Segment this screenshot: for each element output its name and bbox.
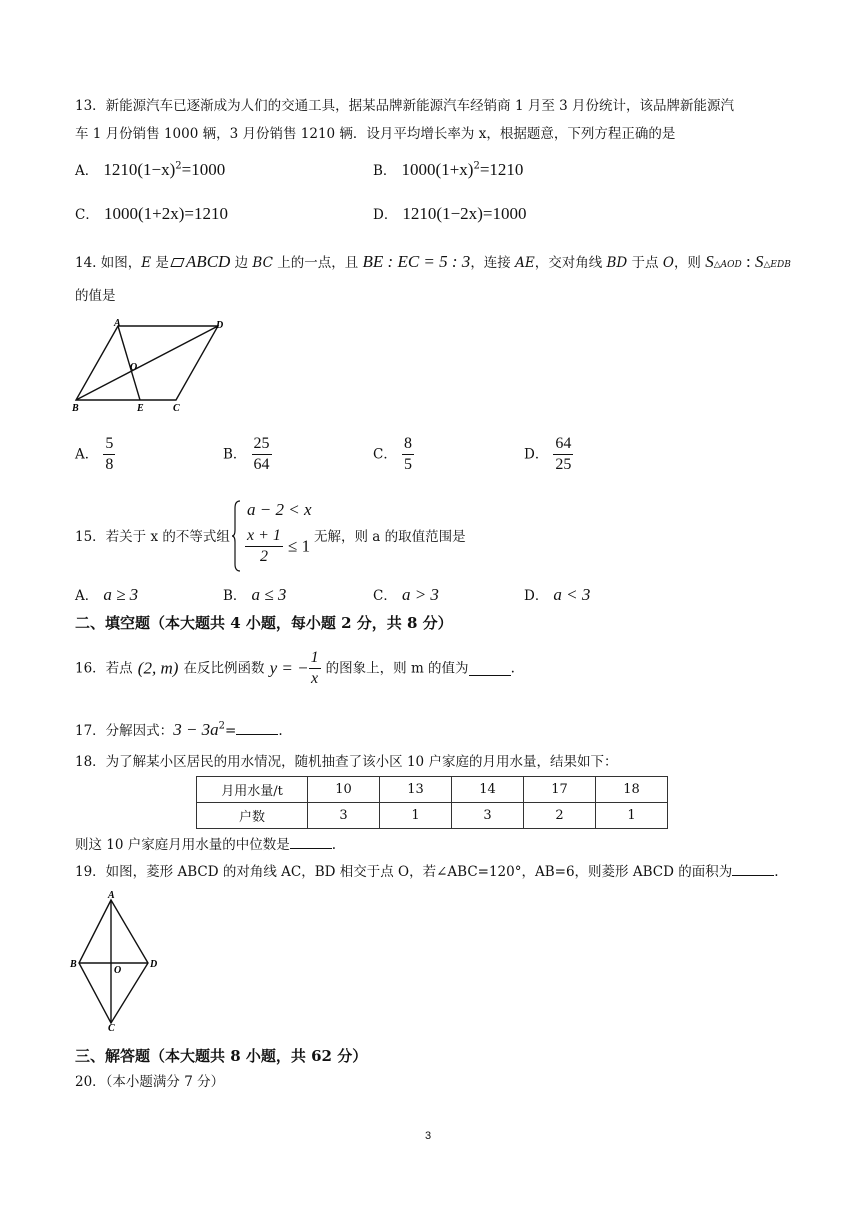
numerator: 64 (553, 434, 573, 455)
q15-suffix: 无解，则 a 的取值范围是 (314, 529, 466, 545)
option-post: =1000 (482, 204, 527, 223)
text: . (278, 723, 283, 739)
q13-option-b[interactable] (373, 160, 523, 181)
table-cell: 2 (524, 803, 596, 829)
paren-close: ) (477, 204, 483, 223)
equals: = (225, 723, 237, 739)
q14-option-c[interactable] (373, 434, 414, 475)
area-s1: S (705, 252, 714, 271)
text: 边 (230, 255, 253, 271)
numerator: 8 (402, 434, 414, 455)
fraction (103, 434, 115, 475)
option-pre: 1210 (402, 204, 437, 223)
rhombus-shape (79, 900, 148, 1023)
fraction (252, 434, 272, 475)
q18-text: 18．为了解某小区居民的用水情况，随机抽查了该小区 10 户家庭的月用水量，结果如下： (75, 754, 618, 770)
option-expr: a ≤ 3 (251, 585, 287, 604)
text: . (510, 660, 515, 677)
label-e: E (137, 403, 144, 414)
option-label: D． (524, 446, 549, 463)
label-d: D (150, 959, 158, 970)
q13-line2: 车 1 月份销售 1000 辆，3 月份销售 1210 辆．设月平均增长率为 x，根据题意，下列方程正确的是 (75, 126, 676, 142)
paren-open: ( (137, 160, 144, 179)
option-label: A． (75, 588, 99, 604)
table-cell: 1 (380, 803, 452, 829)
q14-line1 (75, 252, 791, 275)
table-cell: 月用水量/t (197, 777, 308, 803)
page-number: 3 (425, 1130, 432, 1142)
q13-option-d[interactable] (373, 204, 526, 225)
option-sup: 2 (473, 160, 480, 172)
q15-prefix: 15．若关于 x 的不等式组 (75, 529, 230, 545)
option-post: =1210 (479, 160, 524, 179)
area-s2: S (754, 252, 764, 271)
section-2-heading: 二、填空题（本大题共 4 小题，每小题 2 分，共 8 分） (75, 614, 453, 632)
q15-ineq1: a − 2 < x (247, 500, 312, 519)
exponent: 2 (218, 720, 226, 732)
q17-line (75, 720, 283, 741)
answer-blank[interactable] (732, 861, 774, 876)
text: 19．如图，菱形 ABCD 的对角线 AC，BD 相交于点 O，若∠ABC=120°，AB=6，则菱形 ABCD 的面积为 (75, 864, 733, 880)
answer-blank[interactable] (236, 720, 278, 735)
option-label: C． (373, 588, 397, 604)
table-cell: 17 (524, 777, 596, 803)
ineq-rest: ≤ 1 (288, 536, 311, 556)
denominator: 5 (403, 456, 412, 473)
numerator: 1 (309, 648, 321, 669)
label-o: O (130, 362, 138, 373)
label-d: D (216, 320, 224, 331)
q13-option-a[interactable] (75, 160, 225, 181)
option-expr: a ≥ 3 (103, 585, 139, 604)
label-a: A (114, 318, 121, 329)
text: . (331, 837, 337, 853)
fraction (553, 434, 573, 475)
text: ，交对角线 (534, 255, 607, 271)
table-cell: 3 (308, 803, 380, 829)
q14-line2: 的值是 (75, 288, 116, 304)
option-inner: 1+x (441, 160, 468, 179)
label-b: B (70, 959, 77, 970)
q15-option-b[interactable] (223, 585, 286, 606)
paren-close: ) (467, 160, 474, 179)
paren-close: ) (169, 160, 176, 179)
option-post: =1000 (181, 160, 226, 179)
label-c: C (173, 403, 180, 414)
q18-after (75, 834, 336, 855)
option-pre: 1210 (103, 160, 138, 179)
paren-open: ( (435, 160, 442, 179)
var-abcd: ABCD (185, 252, 231, 271)
fraction (245, 526, 283, 567)
var-o: O (662, 255, 674, 271)
table-cell: 3 (452, 803, 524, 829)
text: 上的一点，且 (272, 255, 363, 271)
q15-option-d[interactable] (524, 585, 590, 606)
denominator: 8 (105, 456, 114, 473)
q16-line (75, 648, 515, 689)
text: 在反比例函数 (183, 660, 265, 677)
water-usage-table (196, 776, 668, 829)
area-s1-sub: △AOD (713, 260, 742, 270)
option-label: D． (373, 207, 398, 223)
answer-blank[interactable] (290, 834, 332, 849)
point: (2, m) (137, 658, 179, 678)
table-cell: 18 (596, 777, 668, 803)
rhombus-figure (68, 890, 164, 1032)
area-s2-sub: △EDB (763, 260, 791, 270)
text: ，连接 (470, 255, 516, 271)
option-pre: 1000 (401, 160, 436, 179)
q13-line1: 13．新能源汽车已逐渐成为人们的交通工具，据某品牌新能源汽车经销商 1 月至 3 月份统计，该品牌新能源汽 (75, 98, 735, 114)
option-label: D． (524, 588, 549, 604)
label-c: C (108, 1023, 115, 1032)
option-label: B． (223, 446, 247, 463)
parallelogram-icon (170, 258, 184, 267)
text: 的图象上，则 m 的值为 (325, 660, 469, 677)
function: y = − (269, 658, 309, 678)
text: 17．分解因式： (75, 723, 174, 739)
q15-ineq2 (245, 526, 310, 567)
table-cell: 14 (452, 777, 524, 803)
paren-close: ) (178, 204, 185, 223)
text: 于点 (627, 255, 663, 271)
table-row (197, 803, 668, 829)
denominator: x (311, 670, 319, 687)
q14-option-d[interactable] (524, 434, 573, 475)
option-label: C． (373, 446, 397, 463)
table-row (197, 777, 668, 803)
denominator: 2 (259, 548, 268, 565)
paren-open: ( (137, 204, 144, 223)
parallelogram-figure (68, 318, 232, 418)
var-e: E (141, 255, 152, 271)
option-expr: a > 3 (401, 585, 439, 604)
colon: : (741, 252, 755, 271)
paren-open: ( (436, 204, 443, 223)
q19-line (75, 861, 779, 882)
q15-option-a[interactable] (75, 585, 138, 606)
text: ，则 (673, 255, 706, 271)
numerator: 5 (103, 434, 115, 455)
numerator: 25 (252, 434, 272, 455)
option-label: C． (75, 207, 99, 223)
option-label: A． (75, 446, 99, 463)
answer-blank[interactable] (469, 661, 511, 676)
q15-option-c[interactable] (373, 585, 439, 606)
table-cell: 1 (596, 803, 668, 829)
text: 16．若点 (75, 660, 133, 677)
var-ae: AE (515, 255, 535, 271)
q14-option-a[interactable] (75, 434, 115, 475)
option-sup: 2 (175, 160, 182, 172)
option-label: A． (75, 163, 99, 179)
option-label: B． (223, 588, 247, 604)
label-a: A (108, 890, 115, 901)
option-pre: 1000 (103, 204, 138, 223)
q14-option-b[interactable] (223, 434, 272, 475)
denominator: 64 (253, 456, 270, 473)
option-expr: a < 3 (553, 585, 591, 604)
expression: 3 − 3a (173, 720, 219, 739)
text: 是 (151, 255, 169, 271)
option-post: =1210 (184, 204, 228, 223)
label-b: B (72, 403, 79, 414)
option-inner: 1−x (143, 160, 170, 179)
brace-icon (232, 500, 238, 570)
option-inner: 1−2x (442, 204, 478, 223)
table-cell: 10 (308, 777, 380, 803)
table-cell: 户数 (197, 803, 308, 829)
numerator: x + 1 (245, 526, 283, 547)
label-o: O (114, 965, 122, 976)
option-label: B． (373, 163, 397, 179)
text: . (774, 864, 779, 880)
fraction (309, 648, 321, 689)
text: 则这 10 户家庭月用水量的中位数是 (75, 837, 290, 853)
var-bd: BD (606, 255, 628, 271)
denominator: 25 (555, 456, 572, 473)
option-inner: 1+2x (143, 204, 179, 223)
ratio: BE : EC = 5 : 3 (362, 252, 471, 271)
fraction (402, 434, 414, 475)
table-cell: 13 (380, 777, 452, 803)
q20-line: 20．（本小题满分 7 分） (75, 1074, 225, 1090)
section-3-heading: 三、解答题（本大题共 8 小题，共 62 分） (75, 1047, 368, 1065)
var-bc: BC (252, 255, 273, 271)
q13-option-c[interactable] (75, 204, 228, 225)
text: 14. 如图， (75, 255, 142, 271)
